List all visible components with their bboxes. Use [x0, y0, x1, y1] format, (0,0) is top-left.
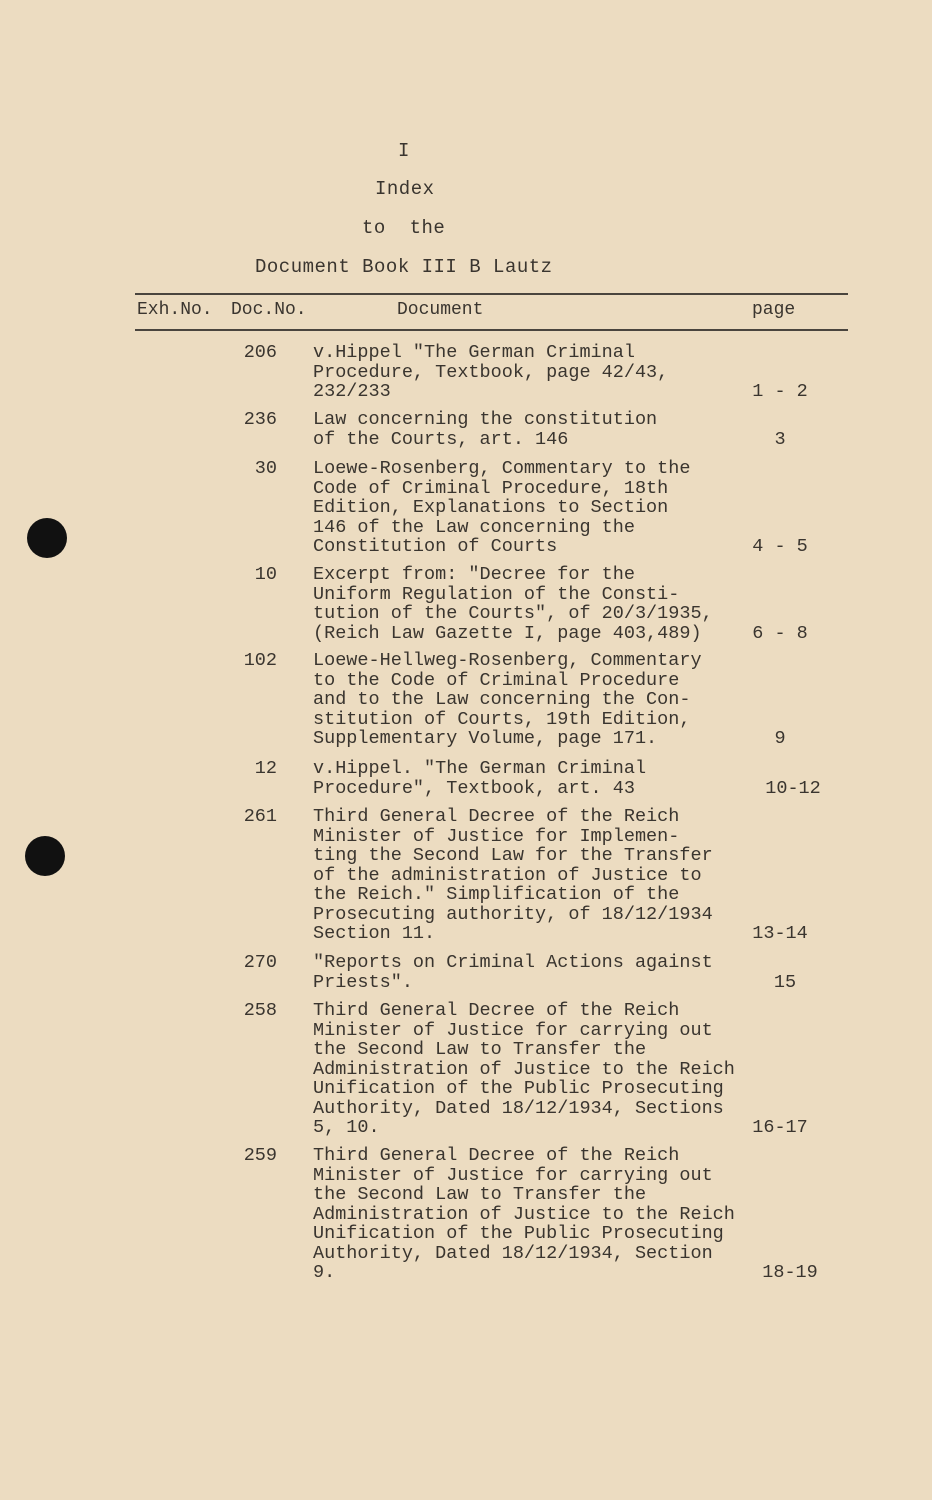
- description-line: Law concerning the constitution: [313, 409, 658, 430]
- doc-number: 12: [254, 758, 277, 779]
- description-line: Unification of the Public Prosecuting: [313, 1078, 724, 1099]
- document-description: [313, 565, 773, 643]
- doc-number: 259: [243, 1145, 277, 1166]
- description-line: Procedure", Textbook, art. 43: [313, 777, 635, 799]
- table-row: [0, 459, 932, 557]
- page-range: 4 - 5: [752, 536, 808, 557]
- description-line: Loewe-Hellweg-Rosenberg, Commentary: [313, 650, 702, 671]
- table-row: [0, 759, 932, 798]
- description-line: Code of Criminal Procedure, 18th: [313, 477, 669, 499]
- description-line: v.Hippel. "The German Criminal: [313, 758, 647, 779]
- description-line: Procedure, Textbook, page 42/43,: [313, 361, 669, 383]
- description-line: Supplementary Volume, page 171.: [313, 728, 658, 749]
- description-line: of the administration of Justice to: [313, 864, 702, 886]
- col-header-document: Document: [397, 300, 484, 320]
- description-line: 146 of the Law concerning the: [313, 516, 635, 538]
- description-line: Constitution of Courts: [313, 536, 558, 557]
- description-line: Administration of Justice to the Reich: [313, 1058, 735, 1080]
- page-range: 1 - 2: [752, 381, 808, 402]
- col-header-page: page: [752, 300, 796, 320]
- description-line: Uniform Regulation of the Consti-: [313, 583, 680, 605]
- table-row: [0, 953, 932, 992]
- description-line: Third General Decree of the Reich: [313, 1000, 680, 1021]
- doc-number: 102: [243, 650, 277, 671]
- doc-number: 258: [243, 1000, 277, 1021]
- description-line: Minister of Justice for Implemen-: [313, 825, 680, 847]
- page-range: 15: [773, 971, 797, 993]
- description-line: Minister of Justice for carrying out: [313, 1164, 713, 1186]
- description-line: tution of the Courts", of 20/3/1935,: [313, 603, 713, 624]
- table-row: [0, 1146, 932, 1283]
- col-header-doc-no: Doc.No.: [231, 300, 307, 320]
- description-line: ting the Second Law for the Transfer: [313, 845, 713, 866]
- page-range: 6 - 8: [752, 622, 808, 644]
- table-row: [0, 565, 932, 643]
- table-row: [0, 651, 932, 749]
- document-page: I Index to the Document Book III B Lautz Exh.No. Doc.No. Document page 206 v.Hippel "The German Criminal Procedure, Textbook, page 42/43, 232/233 1 - 2 236 Law concerning the constitution of the Courts, art. 146 3 30 Loewe-Rosenberg, Commentary to the Code of Criminal Procedure, 18th Edition, Explanations to Section 146 of the Law concerning the Constitution of Courts 4 - 5 10 Excerpt from: "Decree for the Uniform Regulation of the Consti- tution of the Courts", of 20/3/1935, (Reich Law Gazette I, page 403,489) 6 - 8 102 Loewe-Hellweg-Rosenberg, Commentary to the Code of Criminal Procedure and to the Law concerning the Con- stitution of Courts, 19th Edition, Supplementary Volume, page 171. 9 12 v.Hippel. "The German Criminal Procedure", Textbook, art. 43 10-12 261 Third General Decree of the Reich Minister of Justice for Implemen- ting the Second Law for the Transfer of the administration of Justice to the Reich." Simplification of the Prosecuting authority, of 18/12/1934 Section 11. 13-14 270 "Reports on Criminal Actions against Priests". 15 258 Third General Decree of the Reich Minister of Justice for carrying out the Second Law to Transfer the Administration of Justice to the Reich Unification of the Public Prosecuting Authority, Dated 18/12/1934, Sections 5, 10. 16-17 259 Third General Decree of the Reich Minister of Justice for carrying out the Second Law to Transfer the Administration of Justice to the Reich Unification of the Public Prosecuting Authority, Dated 18/12/1934, Section 9. 18-19: [0, 0, 932, 1500]
- table-row: [0, 410, 932, 449]
- page-range: 16-17: [752, 1117, 808, 1138]
- document-description: [313, 1001, 773, 1138]
- document-description: [313, 1146, 773, 1283]
- doc-number: 30: [254, 458, 277, 479]
- table-row: [0, 343, 932, 402]
- description-line: stitution of Courts, 19th Edition,: [313, 708, 691, 730]
- description-line: Priests".: [313, 971, 413, 993]
- description-line: Authority, Dated 18/12/1934, Sections: [313, 1097, 724, 1119]
- description-line: the Second Law to Transfer the: [313, 1184, 647, 1205]
- page-range: 13-14: [752, 923, 808, 944]
- document-description: [313, 343, 773, 402]
- doc-number: 206: [243, 342, 277, 363]
- description-line: 9.: [313, 1262, 336, 1283]
- document-description: [313, 410, 773, 449]
- description-line: and to the Law concerning the Con-: [313, 689, 691, 710]
- doc-number: 261: [243, 806, 277, 827]
- description-line: Third General Decree of the Reich: [313, 806, 680, 827]
- document-description: [313, 807, 773, 944]
- table-row: [0, 1001, 932, 1138]
- document-description: [313, 759, 773, 798]
- doc-number: 10: [254, 564, 277, 585]
- description-line: Unification of the Public Prosecuting: [313, 1223, 724, 1244]
- description-line: Administration of Justice to the Reich: [313, 1203, 735, 1225]
- description-line: 232/233: [313, 381, 391, 402]
- description-line: Prosecuting authority, of 18/12/1934: [313, 903, 713, 925]
- table-row: [0, 807, 932, 944]
- doc-number: 270: [243, 952, 277, 973]
- description-line: to the Code of Criminal Procedure: [313, 669, 680, 691]
- description-line: Edition, Explanations to Section: [313, 497, 669, 518]
- page-range: 18-19: [762, 1262, 818, 1283]
- description-line: Section 11.: [313, 923, 436, 944]
- description-line: Excerpt from: "Decree for the: [313, 564, 635, 585]
- page-range: 10-12: [765, 777, 821, 799]
- description-line: Authority, Dated 18/12/1934, Section: [313, 1242, 713, 1264]
- description-line: Minister of Justice for carrying out: [313, 1019, 713, 1041]
- description-line: 5, 10.: [313, 1117, 380, 1138]
- top-rule: [135, 293, 848, 295]
- description-line: Third General Decree of the Reich: [313, 1145, 680, 1166]
- description-line: of the Courts, art. 146: [313, 428, 569, 450]
- document-description: [313, 459, 773, 557]
- document-description: [313, 953, 773, 992]
- description-line: Loewe-Rosenberg, Commentary to the: [313, 458, 691, 479]
- description-line: "Reports on Criminal Actions against: [313, 952, 713, 973]
- col-header-exh-no: Exh.No.: [137, 300, 213, 320]
- document-description: [313, 651, 773, 749]
- description-line: v.Hippel "The German Criminal: [313, 342, 635, 363]
- page-range: 9: [774, 728, 786, 749]
- page-range: 3: [774, 428, 786, 450]
- doc-number: 236: [243, 409, 277, 430]
- header-rule: [135, 329, 848, 331]
- description-line: the Reich." Simplification of the: [313, 884, 680, 905]
- description-line: the Second Law to Transfer the: [313, 1039, 647, 1060]
- description-line: (Reich Law Gazette I, page 403,489): [313, 622, 702, 644]
